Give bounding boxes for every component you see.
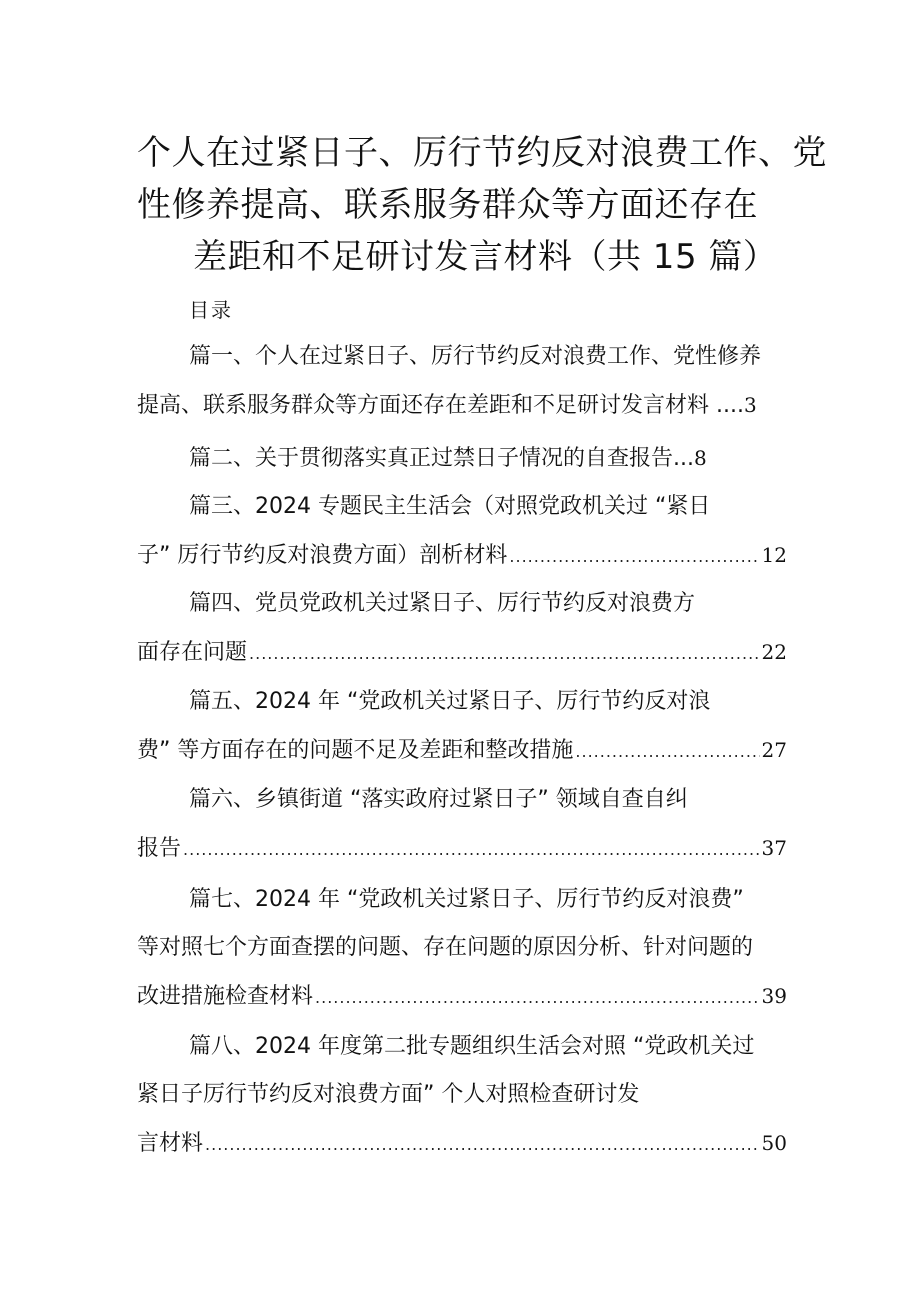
title-line-3: 差距和不足研讨发言材料（共 15 篇） — [193, 237, 778, 277]
toc-entry-text: 改进措施检查材料 — [137, 984, 314, 1009]
toc-entry-text: 篇八、2024 年度第二批专题组织生活会对照 “党政机关过 — [189, 1034, 755, 1059]
toc-entry-text: 提高、联系服务群众等方面还存在差距和不足研讨发言材料 .... — [137, 393, 744, 418]
page-number: 39 — [761, 984, 787, 1008]
leader-dots — [205, 1121, 760, 1169]
toc-entry-8[interactable] — [137, 1023, 787, 1167]
toc-entry-3[interactable] — [137, 483, 787, 579]
page-number: 3 — [743, 393, 757, 417]
toc-entry-text: 篇四、党员党政机关过紧日子、厉行节约反对浪费方 — [189, 591, 696, 616]
title-line-2: 性修养提高、联系服务群众等方面还存在 — [137, 185, 758, 225]
toc-entry-text: 篇六、乡镇街道 “落实政府过紧日子” 领域自查自纠 — [189, 787, 688, 812]
page-number: 37 — [761, 836, 787, 860]
leader-dots — [575, 728, 759, 776]
page-number: 50 — [761, 1131, 787, 1155]
toc-entry-text: 言材料 — [137, 1131, 204, 1156]
leader-dots — [509, 533, 759, 581]
toc-entry-4[interactable] — [137, 580, 787, 676]
toc-entry-text: 篇七、2024 年 “党政机关过紧日子、厉行节约反对浪费” — [189, 887, 744, 912]
toc-entry-1[interactable] — [137, 333, 787, 429]
toc-entry-text: 子” 厉行节约反对浪费方面）剖析材料 — [137, 543, 508, 568]
toc-entry-2[interactable] — [137, 434, 787, 482]
page-number: 8 — [693, 446, 707, 470]
toc-entry-text: 篇二、关于贯彻落实真正过禁日子情况的自查报告... — [189, 446, 694, 471]
document-title — [137, 127, 827, 283]
toc-entry-text: 篇一、个人在过紧日子、厉行节约反对浪费工作、党性修养 — [189, 344, 762, 369]
toc-entry-text: 篇三、2024 专题民主生活会（对照党政机关过 “紧日 — [189, 494, 711, 519]
leader-dots — [249, 630, 760, 678]
toc-entry-text: 紧日子厉行节约反对浪费方面” 个人对照检查研讨发 — [137, 1082, 640, 1107]
toc-entry-5[interactable] — [137, 678, 787, 774]
leader-dots — [183, 826, 760, 874]
page-number: 27 — [761, 738, 787, 762]
page-number: 12 — [761, 543, 787, 567]
title-line-1: 个人在过紧日子、厉行节约反对浪费工作、党 — [137, 133, 827, 173]
toc-entry-text: 等对照七个方面查摆的问题、存在问题的原因分析、针对问题的 — [137, 935, 754, 960]
toc-entry-text: 报告 — [137, 836, 182, 861]
page-number: 22 — [761, 640, 787, 664]
leader-dots — [315, 974, 760, 1022]
toc-entry-text: 费” 等方面存在的问题不足及差距和整改措施 — [137, 738, 574, 763]
toc-heading: 目录 — [189, 298, 233, 322]
toc-entry-text: 篇五、2024 年 “党政机关过紧日子、厉行节约反对浪 — [189, 689, 711, 714]
toc-entry-6[interactable] — [137, 776, 787, 872]
toc-entry-7[interactable] — [137, 876, 787, 1020]
toc-entry-text: 面存在问题 — [137, 640, 248, 665]
